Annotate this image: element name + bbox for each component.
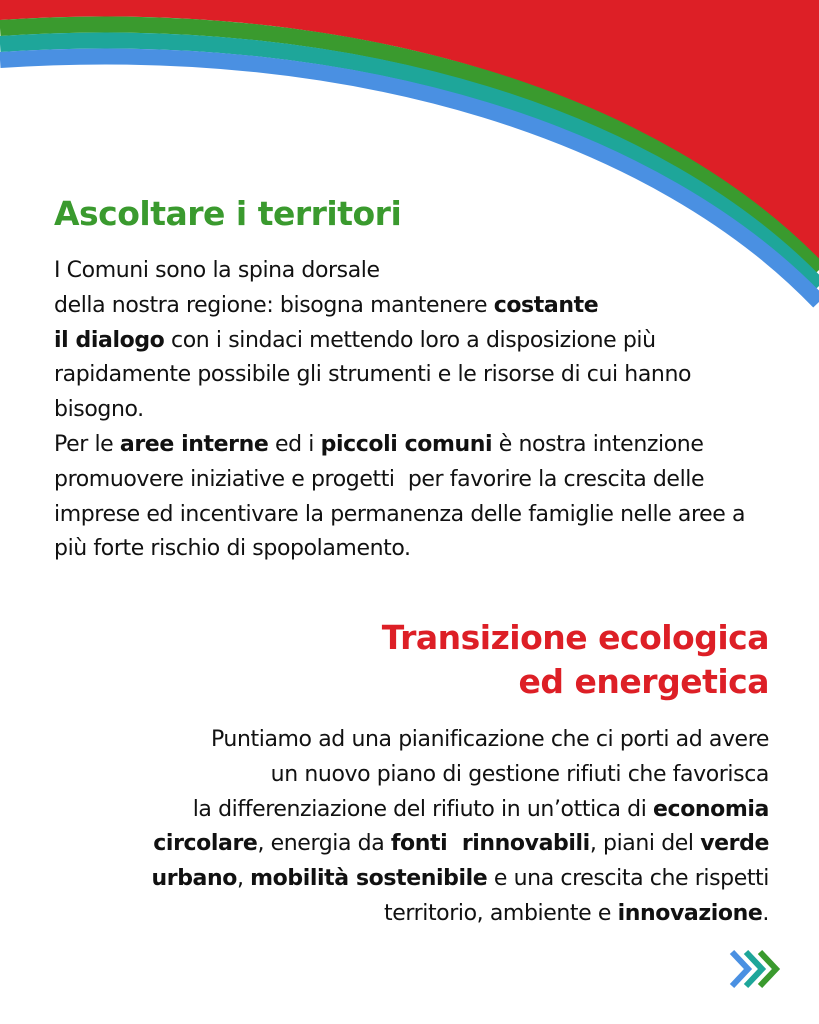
bold-text: economia [653, 796, 769, 822]
text-line [54, 393, 745, 428]
text-span: . [762, 900, 769, 926]
text-line [54, 324, 745, 359]
section-body-ascoltare [54, 254, 745, 567]
bold-text: urbano [151, 866, 237, 892]
text-span: promuovere iniziative e progetti per favorire la crescita delle [54, 466, 705, 492]
text-line [54, 428, 745, 463]
text-span: un nuovo piano di gestione rifiuti che favorisca [270, 761, 769, 787]
text-line [54, 532, 745, 567]
text-span: , energia da [257, 831, 391, 857]
bold-text: aree interne [119, 431, 269, 457]
text-span: Per le [54, 431, 120, 457]
text-span: è nostra intenzione [492, 431, 704, 457]
text-span: più forte rischio di spopolamento. [54, 536, 411, 562]
bold-text: il dialogo [54, 327, 165, 353]
bold-text: piccoli comuni [320, 431, 493, 457]
text-span: , piani del [589, 831, 701, 857]
text-line [54, 254, 745, 289]
text-line [151, 897, 769, 932]
text-span: imprese ed incentivare la permanenza delle famiglie nelle aree a [54, 501, 746, 527]
text-span: I Comuni sono la spina dorsale [54, 258, 380, 283]
text-line [54, 289, 745, 324]
bold-text: innovazione [617, 900, 763, 926]
bold-text: mobilità sostenibile [250, 866, 488, 892]
text-line [54, 463, 745, 498]
text-span: ed i [268, 431, 321, 457]
section-title-transizione [382, 616, 769, 704]
text-span: Puntiamo ad una pianificazione che ci porti ad avere [210, 727, 769, 752]
bold-text: verde [700, 831, 769, 857]
chevron-blue-icon [732, 952, 748, 986]
text-line [151, 862, 769, 897]
section-title-ascoltare: Ascoltare i territori [54, 194, 402, 233]
text-line [151, 793, 769, 828]
text-line [151, 758, 769, 793]
text-span: territorio, ambiente e [383, 900, 618, 926]
bold-text: costante [493, 292, 599, 318]
text-span: con i sindaci mettendo loro a disposizione più [164, 327, 656, 353]
text-span: , [236, 866, 251, 892]
text-span: della nostra regione: bisogna mantenere [54, 292, 494, 318]
section-body-transizione [151, 723, 769, 932]
text-span: e una crescita che rispetti [487, 866, 769, 892]
text-line [151, 827, 769, 862]
text-span: rapidamente possibile gli strumenti e le risorse di cui hanno [54, 362, 692, 388]
text-span: bisogno. [54, 397, 144, 423]
section-title-line-2: ed energetica [518, 662, 769, 701]
bold-text: fonti rinnovabili [390, 831, 590, 857]
bold-text: circolare [153, 831, 258, 857]
triple-chevron-right-icon[interactable] [728, 948, 788, 990]
text-line [54, 498, 745, 533]
text-line [151, 723, 769, 758]
text-span: la differenziazione del rifiuto in un’ottica di [192, 796, 654, 822]
text-line [54, 358, 745, 393]
section-title-line-1: Transizione ecologica [381, 618, 769, 657]
